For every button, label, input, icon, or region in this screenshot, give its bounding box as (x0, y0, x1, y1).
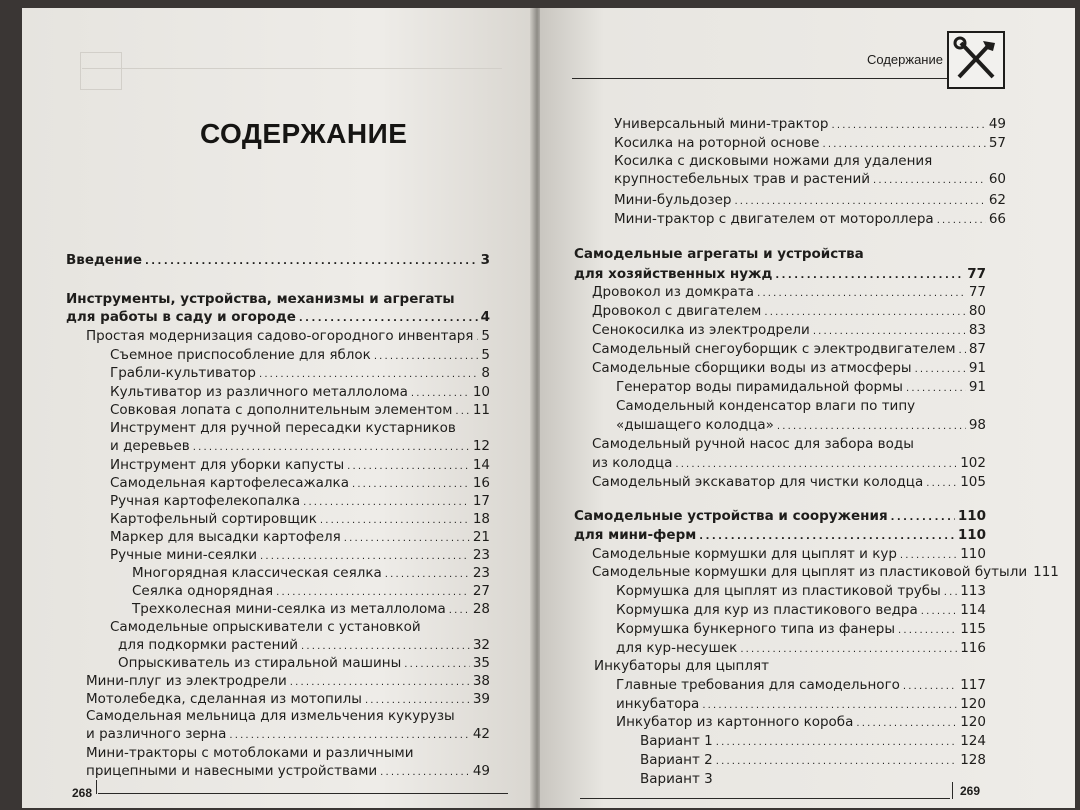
toc-entry-page: 80 (968, 303, 986, 319)
toc-leader-dots (385, 565, 470, 583)
toc-leader-dots (699, 527, 955, 545)
toc-entry-page: 28 (472, 601, 490, 617)
toc-leader-dots (299, 309, 478, 327)
toc-entry (614, 192, 1006, 210)
footer-rule (98, 793, 508, 794)
toc-leader-dots (290, 673, 470, 691)
toc-entry-title: Сенокосилка из электродрели (592, 322, 810, 338)
toc-entry (616, 714, 986, 732)
toc-leader-dots (352, 475, 470, 493)
toc-leader-dots (740, 640, 957, 658)
toc-entry (592, 341, 986, 359)
toc-entry-title: Генератор воды пирамидальной формы (616, 379, 903, 395)
toc-entry-page: 116 (960, 640, 986, 656)
toc-entry (66, 309, 490, 327)
toc-entry-page: 57 (988, 135, 1006, 151)
toc-entry-title: Введение (66, 252, 142, 268)
toc-entry (592, 546, 986, 564)
toc-entry-page: 49 (988, 116, 1006, 132)
toc-leader-dots (449, 601, 470, 619)
toc-leader-dots (344, 529, 470, 547)
running-header: Содержание (867, 52, 943, 67)
toc-entry (592, 322, 986, 340)
toc-entry-title: Самодельный снегоуборщик с электродвигателем (592, 341, 956, 357)
toc-leader-dots (229, 726, 469, 744)
toc-entry (640, 733, 986, 751)
toc-entry (110, 457, 490, 475)
page-title: СОДЕРЖАНИЕ (200, 118, 408, 149)
toc-leader-dots (276, 583, 470, 601)
toc-entry (110, 493, 490, 511)
toc-entry-title: Простая модернизация садово-огородного инвентаря (86, 328, 474, 344)
toc-leader-dots (193, 438, 470, 456)
toc-entry (110, 384, 490, 402)
toc-entry (66, 252, 490, 270)
toc-entry-title: Косилка на роторной основе (614, 135, 820, 151)
toc-leader-dots (380, 763, 470, 781)
toc-leader-dots (365, 691, 470, 709)
toc-entry (574, 266, 986, 284)
toc-entry-title: Мини-трактор с двигателем от мотороллера (614, 211, 934, 227)
toc-entry-title: и различного зерна (86, 726, 227, 742)
footer-tick-right (952, 782, 953, 799)
toc-leader-dots (873, 171, 986, 189)
toc-leader-dots (906, 379, 966, 397)
toc-entry-page: 105 (960, 474, 986, 490)
right-page (540, 8, 1075, 808)
toc-entry-page: 83 (968, 322, 986, 338)
toc-entry-page: 16 (472, 475, 490, 491)
toc-entry-title: Кормушка для кур из пластикового ведра (616, 602, 918, 618)
toc-leader-dots (757, 284, 966, 302)
toc-leader-dots (891, 508, 955, 526)
toc-entry-title: Универсальный мини-трактор (614, 116, 829, 132)
toc-entry-page: 32 (472, 637, 490, 653)
toc-entry-page: 128 (960, 752, 986, 768)
toc-entry-page: 60 (988, 171, 1006, 187)
toc-entry-title: Самодельный конденсатор влаги по типу (616, 398, 916, 414)
toc-leader-dots (404, 655, 470, 673)
toc-leader-dots (476, 328, 478, 346)
toc-entry (110, 547, 490, 565)
toc-leader-dots (145, 252, 478, 270)
toc-leader-dots (944, 583, 957, 601)
toc-entry-title: Самодельные кормушки для цыплят из пластиковой бутыли (592, 564, 1028, 580)
page-number-left: 268 (72, 786, 93, 800)
toc-entry (592, 284, 986, 302)
toc-leader-dots (455, 402, 469, 420)
toc-entry-title: Кормушка для цыплят из пластиковой трубы (616, 583, 941, 599)
toc-entry-page: 114 (960, 602, 986, 618)
toc-entry (614, 211, 1006, 229)
toc-leader-dots (822, 135, 985, 153)
toc-entry-title: Самодельные агрегаты и устройства (574, 246, 864, 262)
toc-entry (640, 752, 986, 770)
toc-entry-title: для мини-ферм (574, 527, 697, 543)
toc-leader-dots (260, 547, 470, 565)
toc-entry-page: 17 (472, 493, 490, 509)
toc-entry-title: Инкубатор из картонного короба (616, 714, 854, 730)
toc-entry (616, 602, 986, 620)
footer-rule-right (580, 798, 950, 799)
toc-entry (132, 583, 490, 601)
toc-entry (110, 347, 490, 365)
toc-entry (592, 564, 1059, 582)
header-rule (572, 78, 948, 79)
toc-entry-title: Мини-тракторы с мотоблоками и различными (86, 745, 414, 761)
toc-entry (592, 303, 986, 321)
toc-entry-title: Косилка с дисковыми ножами для удаления (614, 153, 933, 169)
toc-leader-dots (347, 457, 470, 475)
toc-entry-title: Самодельная картофелесажалка (110, 475, 349, 491)
toc-entry-page: 10 (472, 384, 490, 400)
toc-entry-title: Мотолебедка, сделанная из мотопилы (86, 691, 362, 707)
toc-entry-page: 111 (1033, 564, 1059, 580)
toc-entry-page: 27 (472, 583, 490, 599)
toc-entry-page: 77 (967, 266, 986, 282)
toc-leader-dots (702, 696, 957, 714)
toc-entry (86, 763, 490, 781)
toc-leader-dots (937, 211, 986, 229)
toc-entry-title: Дровокол с двигателем (592, 303, 762, 319)
toc-entry (110, 402, 490, 420)
toc-entry-title: и деревьев (110, 438, 190, 454)
toc-entry-title: Самодельная мельница для измельчения кукурузы (86, 708, 455, 724)
toc-entry-title: Вариант 1 (640, 733, 713, 749)
toc-entry (86, 673, 490, 691)
toc-entry-page: 39 (472, 691, 490, 707)
toc-entry-page: 91 (968, 360, 986, 376)
toc-entry-page: 23 (472, 547, 490, 563)
toc-entry (110, 511, 490, 529)
toc-entry-page: 11 (472, 402, 490, 418)
toc-entry-page: 98 (968, 417, 986, 433)
toc-entry-title: Культиватор из различного металлолома (110, 384, 408, 400)
toc-entry (574, 527, 986, 545)
toc-entry-title: Самодельные сборщики воды из атмосферы (592, 360, 912, 376)
toc-entry-page: 5 (481, 347, 490, 363)
toc-entry-title: Сеялка однорядная (132, 583, 274, 599)
toc-entry-page: 102 (960, 455, 986, 471)
toc-entry (614, 171, 1006, 189)
toc-entry-page: 91 (968, 379, 986, 395)
toc-entry-page: 120 (960, 696, 986, 712)
toc-entry-title: Вариант 3 (640, 771, 713, 787)
toc-entry (616, 583, 986, 601)
toc-entry-title: Грабли-культиватор (110, 365, 256, 381)
toc-entry-page: 66 (988, 211, 1006, 227)
toc-entry-title: Самодельный экскаватор для чистки колодца (592, 474, 924, 490)
toc-entry-title: для подкормки растений (118, 637, 298, 653)
toc-entry-title: Самодельные устройства и сооружения (574, 508, 888, 524)
toc-leader-dots (716, 752, 957, 770)
toc-leader-dots (915, 360, 966, 378)
toc-entry-title: Мини-бульдозер (614, 192, 732, 208)
toc-entry (616, 677, 986, 695)
toc-entry-title: Самодельные опрыскиватели с установкой (110, 619, 421, 635)
toc-entry-title: Главные требования для самодельного (616, 677, 900, 693)
toc-entry (592, 360, 986, 378)
toc-entry-title: для кур-несушек (616, 640, 738, 656)
toc-entry-page: 5 (481, 328, 490, 344)
toc-leader-dots (374, 347, 479, 365)
toc-entry-title: прицепными и навесными устройствами (86, 763, 378, 779)
toc-entry-page: 35 (472, 655, 490, 671)
toc-entry-title: «дышащего колодца» (616, 417, 774, 433)
toc-entry-page: 3 (480, 252, 490, 268)
toc-entry (86, 726, 490, 744)
toc-entry-page: 21 (472, 529, 490, 545)
toc-entry-page: 38 (472, 673, 490, 689)
toc-entry-title: из колодца (592, 455, 673, 471)
toc-entry-title: Совковая лопата с дополнительным элементом (110, 402, 453, 418)
page-number-right: 269 (960, 784, 981, 798)
toc-entry-page: 115 (960, 621, 986, 637)
toc-leader-dots (734, 192, 985, 210)
toc-entry (86, 691, 490, 709)
toc-entry-page: 117 (960, 677, 986, 693)
toc-entry (592, 474, 986, 492)
toc-entry-title: Съемное приспособление для яблок (110, 347, 371, 363)
toc-entry (118, 637, 490, 655)
toc-entry-title: Самодельный ручной насос для забора воды (592, 436, 914, 452)
toc-entry (118, 655, 490, 673)
toc-leader-dots (775, 266, 964, 284)
toc-entry-title: Инструмент для уборки капусты (110, 457, 345, 473)
tools-logo (947, 31, 1005, 89)
toc-entry-page: 77 (968, 284, 986, 300)
toc-entry-page: 18 (472, 511, 490, 527)
toc-entry (574, 508, 986, 526)
toc-leader-dots (259, 365, 478, 383)
left-page (22, 8, 534, 808)
toc-entry-page: 110 (960, 546, 986, 562)
show-through-rule (82, 68, 502, 69)
toc-entry-title: Инкубаторы для цыплят (594, 658, 769, 674)
toc-entry (614, 135, 1006, 153)
toc-entry-title: Самодельные кормушки для цыплят и кур (592, 546, 897, 562)
footer-tick (96, 780, 97, 794)
toc-entry (616, 696, 986, 714)
toc-entry (614, 116, 1006, 134)
toc-entry (110, 475, 490, 493)
toc-entry-title: Многорядная классическая сеялка (132, 565, 382, 581)
toc-leader-dots (813, 322, 966, 340)
toc-leader-dots (716, 733, 957, 751)
toc-entry (110, 438, 490, 456)
toc-entry-title: Опрыскиватель из стиральной машины (118, 655, 402, 671)
toc-entry (616, 379, 986, 397)
toc-entry-page: 8 (481, 365, 490, 381)
toc-leader-dots (764, 303, 965, 321)
toc-entry-title: для работы в саду и огороде (66, 309, 296, 325)
toc-entry (132, 565, 490, 583)
toc-leader-dots (898, 621, 957, 639)
toc-entry (592, 455, 986, 473)
toc-entry-title: крупностебельных трав и растений (614, 171, 871, 187)
toc-leader-dots (921, 602, 957, 620)
toc-leader-dots (303, 493, 470, 511)
toc-entry-page: 49 (472, 763, 490, 779)
toc-leader-dots (856, 714, 957, 732)
toc-entry-page: 4 (480, 309, 490, 325)
toc-entry-title: Дровокол из домкрата (592, 284, 755, 300)
show-through-logo (80, 52, 122, 90)
toc-entry-title: Маркер для высадки картофеля (110, 529, 341, 545)
toc-entry (616, 621, 986, 639)
toc-leader-dots (926, 474, 957, 492)
toc-entry-page: 23 (472, 565, 490, 581)
toc-leader-dots (301, 637, 470, 655)
toc-leader-dots (831, 116, 985, 134)
toc-entry-title: Картофельный сортировщик (110, 511, 317, 527)
toc-leader-dots (675, 455, 957, 473)
toc-entry-page: 120 (960, 714, 986, 730)
toc-entry-title: Ручная картофелекопалка (110, 493, 301, 509)
toc-entry (616, 417, 986, 435)
toc-entry-page: 14 (472, 457, 490, 473)
toc-entry-page: 110 (957, 508, 986, 524)
toc-entry-page: 62 (988, 192, 1006, 208)
toc-entry (110, 529, 490, 547)
toc-leader-dots (959, 341, 966, 359)
toc-entry-title: для хозяйственных нужд (574, 266, 773, 282)
toc-leader-dots (411, 384, 470, 402)
toc-entry-title: Ручные мини-сеялки (110, 547, 258, 563)
toc-entry-page: 113 (960, 583, 986, 599)
toc-entry (616, 640, 986, 658)
toc-entry-page: 110 (957, 527, 986, 543)
toc-entry-page: 42 (472, 726, 490, 742)
toc-entry (86, 328, 490, 346)
toc-entry-page: 87 (968, 341, 986, 357)
hammer-wrench-icon (949, 33, 1003, 87)
toc-leader-dots (777, 417, 966, 435)
toc-leader-dots (320, 511, 470, 529)
toc-leader-dots (900, 546, 957, 564)
toc-entry-title: Инструмент для ручной пересадки кустарников (110, 420, 456, 436)
toc-entry-title: Кормушка бункерного типа из фанеры (616, 621, 896, 637)
toc-entry (110, 365, 490, 383)
toc-leader-dots (903, 677, 957, 695)
toc-entry-title: Трехколесная мини-сеялка из металлолома (132, 601, 446, 617)
toc-entry-title: Мини-плуг из электродрели (86, 673, 287, 689)
toc-entry-title: инкубатора (616, 696, 700, 712)
toc-entry (132, 601, 490, 619)
toc-entry-title: Вариант 2 (640, 752, 713, 768)
toc-entry-page: 124 (960, 733, 986, 749)
toc-entry-title: Инструменты, устройства, механизмы и агрегаты (66, 291, 455, 307)
toc-entry-page: 12 (472, 438, 490, 454)
